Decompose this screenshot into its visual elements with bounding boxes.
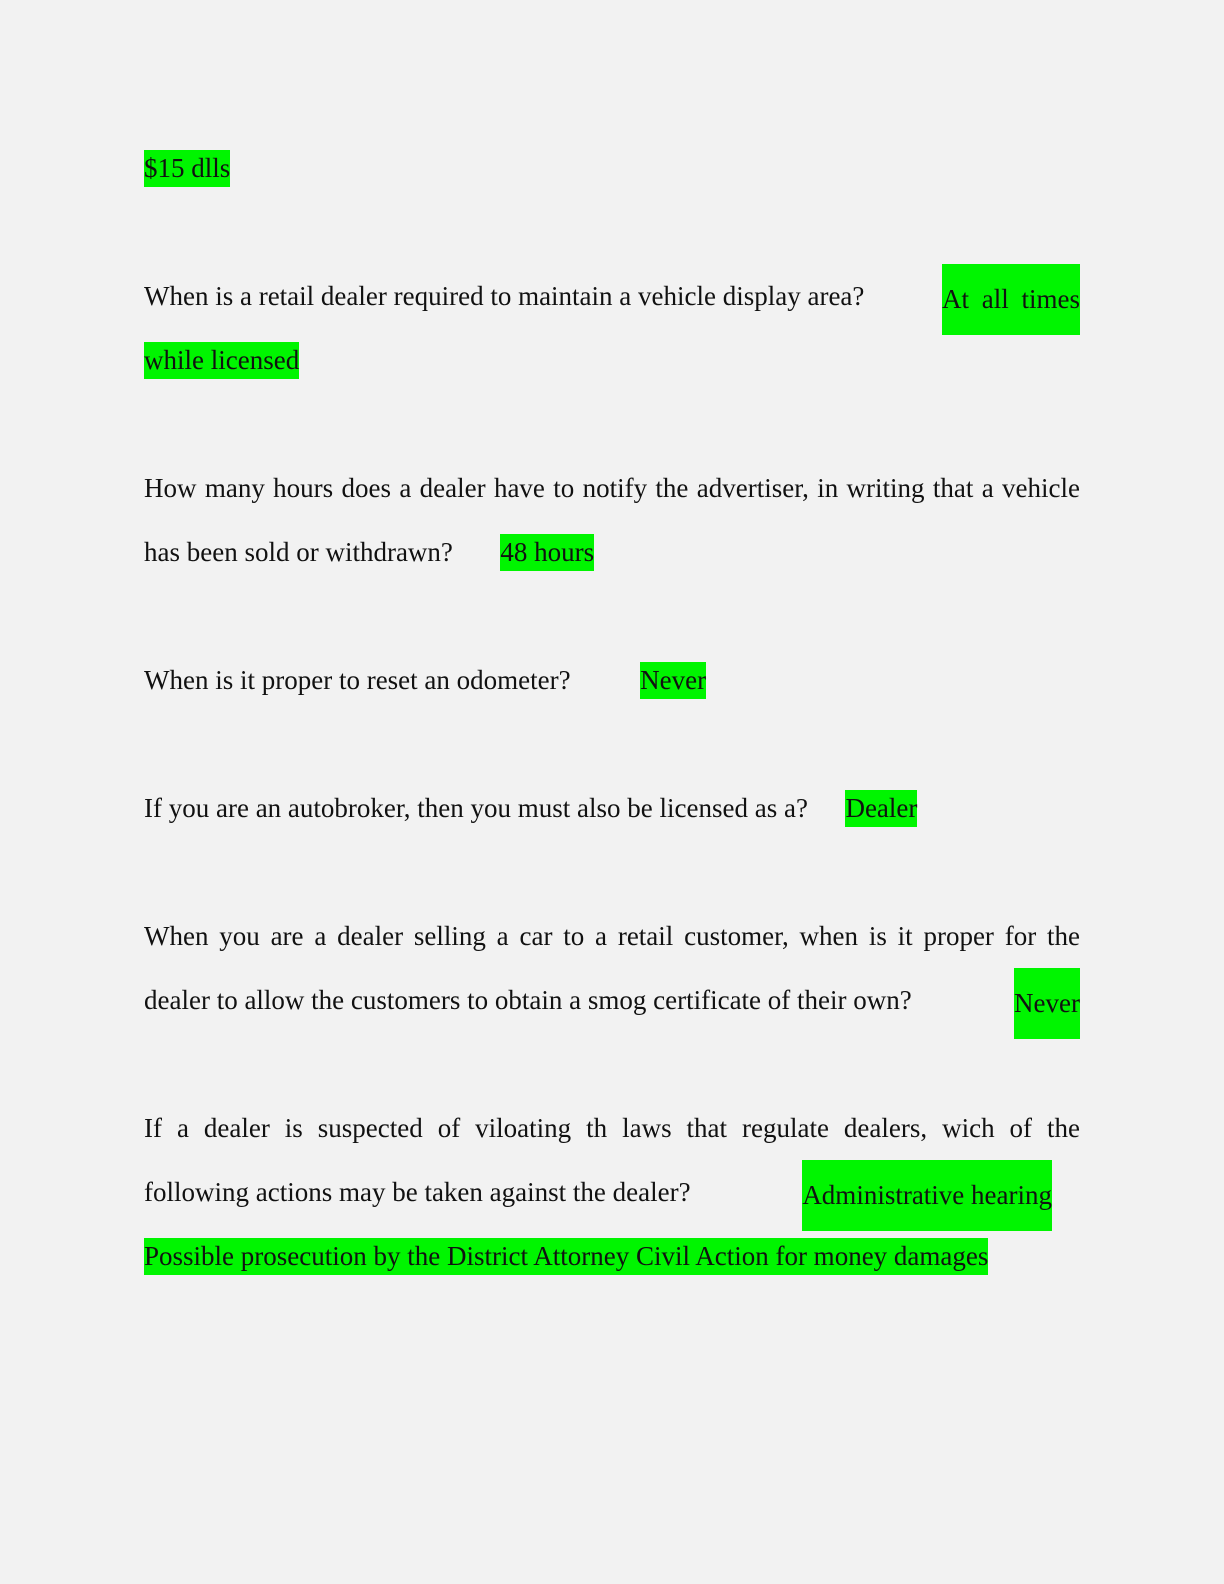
- question-text: If you are an autobroker, then you must also be licensed as a?: [144, 793, 808, 823]
- answer-highlight: Dealer: [845, 790, 917, 827]
- answer-highlight: Possible prosecution by the District Attorney Civil Action for money damages: [144, 1238, 988, 1275]
- question-line: [144, 648, 1080, 712]
- answer-line: [144, 328, 1080, 392]
- answer-highlight: while licensed: [144, 342, 299, 379]
- question-line: [144, 904, 1080, 968]
- question-text: When is a retail dealer required to maintain a vehicle display area?: [144, 281, 865, 311]
- answer-line: [144, 136, 1080, 200]
- question-line: [144, 1160, 1080, 1224]
- answer-highlight: Administrative hearing: [802, 1160, 1052, 1231]
- question-text: If a dealer is suspected of viloating th laws that regulate dealers, wich of the: [144, 1113, 1080, 1143]
- question-line: [144, 776, 1080, 840]
- question-text: How many hours does a dealer have to notify the advertiser, in writing that a vehicle: [144, 473, 1080, 503]
- question-line: [144, 520, 1080, 584]
- question-text: dealer to allow the customers to obtain a smog certificate of their own?: [144, 985, 912, 1015]
- answer-highlight: 48 hours: [500, 534, 594, 571]
- answer-highlight: Never: [640, 662, 706, 699]
- question-text: When is it proper to reset an odometer?: [144, 665, 571, 695]
- question-line: [144, 264, 1080, 328]
- answer-highlight: At all times: [942, 264, 1080, 335]
- question-line: [144, 1096, 1080, 1160]
- question-line: [144, 456, 1080, 520]
- question-text: following actions may be taken against the dealer?: [144, 1177, 691, 1207]
- question-text: When you are a dealer selling a car to a retail customer, when is it proper for the: [144, 921, 1080, 951]
- answer-highlight: $15 dlls: [144, 150, 230, 187]
- document-page: [144, 136, 1080, 1288]
- question-text: has been sold or withdrawn?: [144, 537, 453, 567]
- answer-highlight: Never: [1014, 968, 1080, 1039]
- question-line: [144, 968, 1080, 1032]
- answer-line: [144, 1224, 1080, 1288]
